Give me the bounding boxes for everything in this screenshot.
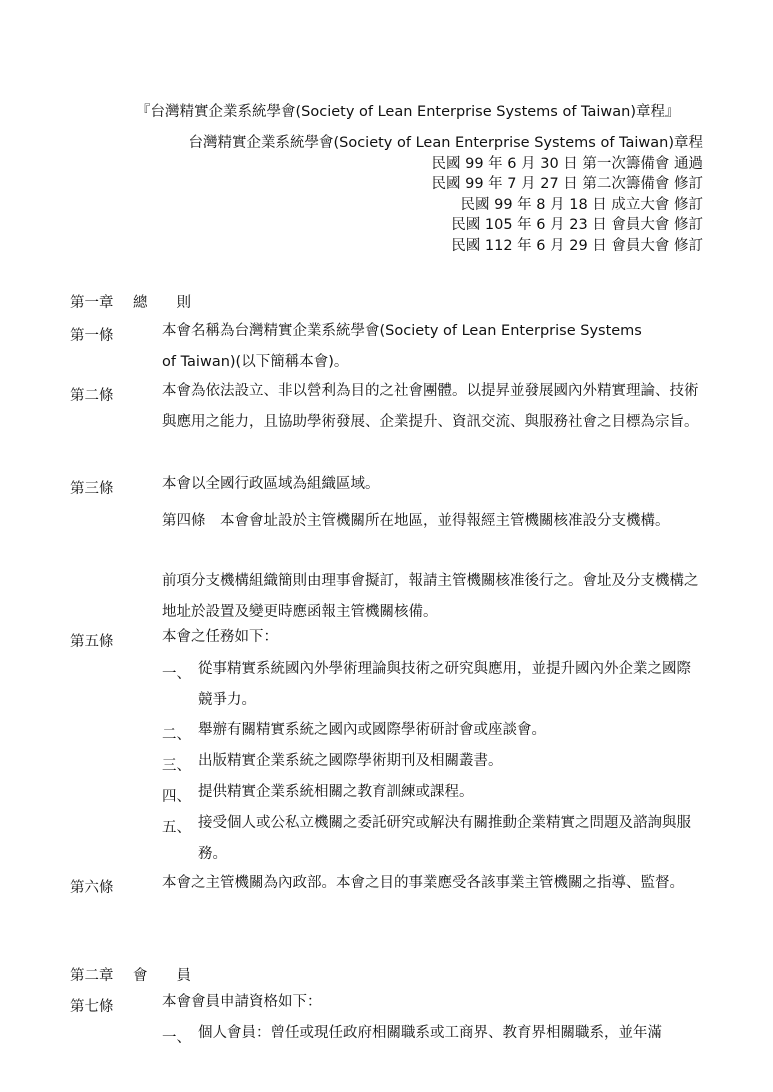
article-3-label: 第三條	[70, 481, 114, 497]
article-5-item-2-text: 舉辦有關精實系統之國內或國際學術研討會或座談會。	[198, 722, 546, 738]
article-7-label: 第七條	[70, 999, 114, 1015]
article-5-item-4-text: 提供精實企業系統相關之教育訓練或課程。	[198, 784, 474, 800]
article-4-text: 第四條 本會會址設於主管機關所在地區，並得報經主管機關核准設分支機構。	[162, 513, 670, 529]
revision-entry: 民國 112 年 6 月 29 日 會員大會 修訂	[451, 237, 703, 254]
revision-entry: 民國 99 年 6 月 30 日 第一次籌備會 通過	[431, 155, 703, 172]
article-5-item-2-num: 二、	[162, 727, 191, 743]
chapter-2-name: 會 員	[133, 968, 191, 984]
chapter-2-number: 第二章	[70, 968, 114, 984]
article-5-item-1-num: 一、	[162, 666, 191, 682]
revision-entry: 民國 99 年 8 月 18 日 成立大會 修訂	[460, 196, 703, 213]
article-5-item-5-num: 五、	[162, 820, 191, 836]
revision-entry: 民國 105 年 6 月 23 日 會員大會 修訂	[451, 217, 703, 233]
revision-entry: 台灣精實企業系統學會(Society of Lean Enterprise Systems of Taiwan)章程	[188, 135, 703, 151]
article-7-intro: 本會會員申請資格如下：	[162, 994, 322, 1010]
article-7-item-1-text: 個人會員：曾任或現任政府相關職系或工商界、教育界相關職系，並年滿	[198, 1025, 662, 1041]
article-1-text: 本會名稱為台灣精實企業系統學會(Society of Lean Enterprise Systems of Taiwan)(以下簡稱本會)。	[162, 323, 642, 370]
revision-entry: 民國 99 年 7 月 27 日 第二次籌備會 修訂	[431, 176, 703, 192]
article-6-text: 本會之主管機關為內政部。本會之目的事業應受各該事業主管機關之指導、監督。	[162, 875, 684, 891]
article-5-item-3-num: 三、	[162, 758, 191, 774]
article-4-text-2: 前項分支機構組織簡則由理事會擬訂，報請主管機關核准後行之。會址及分支機構之地址於設置及變更時應函報主管機關核備。	[162, 573, 699, 620]
article-2-label: 第二條	[70, 388, 114, 404]
chapter-1-name: 總 則	[133, 295, 191, 311]
article-7-item-1-num: 一、	[162, 1030, 191, 1046]
article-5-item-5-text: 接受個人或公私立機關之委託研究或解決有關推動企業精實之問題及諮詢與服務。	[198, 815, 691, 862]
article-6-label: 第六條	[70, 880, 114, 896]
chapter-1-number: 第一章	[70, 295, 114, 311]
revision-history	[188, 133, 703, 256]
article-5-item-4-num: 四、	[162, 789, 191, 805]
article-3-text: 本會以全國行政區域為組織區域。	[162, 476, 380, 492]
article-5-item-1-text: 從事精實系統國內外學術理論與技術之研究與應用，並提升國內外企業之國際競爭力。	[198, 661, 691, 708]
article-1-label: 第一條	[70, 328, 114, 344]
article-5-item-3-text: 出版精實企業系統之國際學術期刊及相關叢書。	[198, 753, 503, 769]
document-title: 『台灣精實企業系統學會(Society of Lean Enterprise Systems of Taiwan)章程』	[136, 104, 680, 120]
article-5-intro: 本會之任務如下：	[162, 629, 278, 645]
article-5-label: 第五條	[70, 634, 114, 650]
article-2-text: 本會為依法設立、非以營利為目的之社會團體。以提昇並發展國內外精實理論、技術與應用之能力，且協助學術發展、企業提升、資訊交流、與服務社會之目標為宗旨。	[162, 383, 699, 430]
